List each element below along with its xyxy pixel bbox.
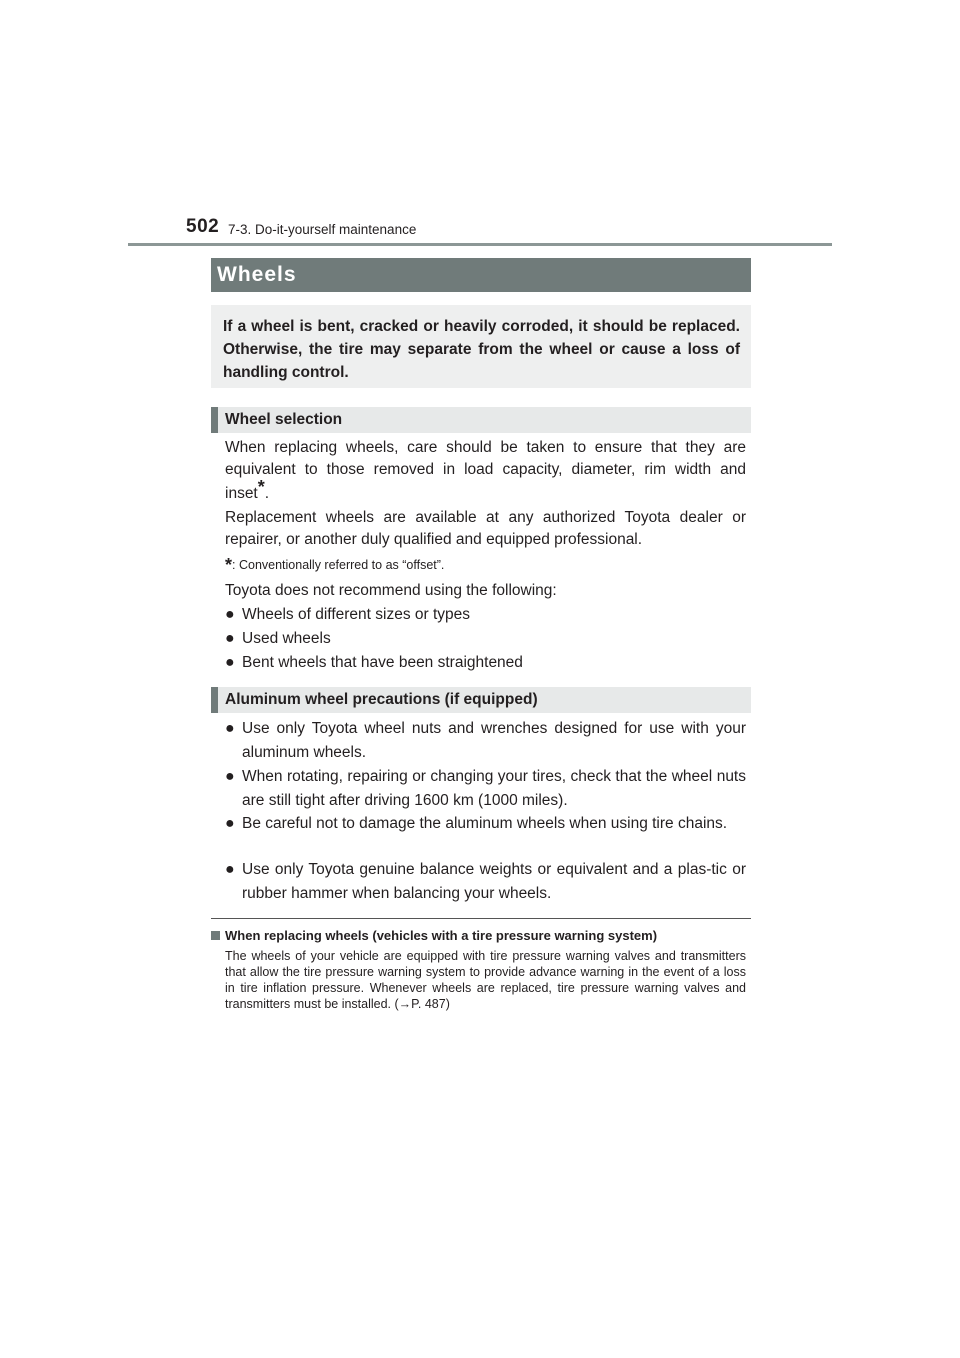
- bullet-icon: ●: [225, 654, 235, 671]
- bullet-icon: ●: [225, 630, 235, 647]
- header-rule: [128, 243, 832, 246]
- running-header: 7-3. Do-it-yourself maintenance: [228, 222, 417, 237]
- list-item: [225, 765, 746, 812]
- square-bullet-icon: [211, 931, 220, 940]
- list-item: [225, 603, 746, 627]
- paragraph-text: When replacing wheels, care should be taken to ensure that they are equivalent to those removed in load capacity, diameter, rim width and inset: [225, 439, 746, 502]
- section-heading-label: Aluminum wheel precautions (if equipped): [225, 691, 538, 708]
- list-item-text: Be careful not to damage the aluminum wheels when using tire chains.: [242, 815, 728, 832]
- list-item-text: Use only Toyota genuine balance weights or equivalent and a plas-tic or rubber hammer when balancing your wheels.: [242, 861, 746, 902]
- asterisk: *: [257, 477, 265, 497]
- list-item: [225, 812, 746, 836]
- list-item-text: Use only Toyota wheel nuts and wrenches designed for use with your aluminum wheels.: [242, 720, 746, 761]
- list-item-text: When rotating, repairing or changing your tires, check that the wheel nuts are still tight after driving 1600 km (1000 miles).: [242, 768, 746, 809]
- note-heading: [211, 928, 657, 943]
- note-rule: [211, 918, 751, 919]
- wheel-selection-body: [225, 437, 746, 551]
- paragraph: [225, 437, 746, 505]
- page-number: 502: [186, 216, 220, 237]
- paragraph-text: Replacement wheels are available at any authorized Toyota dealer or repairer, or another duly qualified and equipped professional.: [225, 509, 746, 548]
- note-body: The wheels of your vehicle are equipped with tire pressure warning valves and transmitters that allow the tire pressure warning system to provide advance warning in the event of a loss in tire inflation pressure. Whenever wheels are replaced, tire pressure warning valves and transmitters must be installed. (→P. 487): [225, 949, 746, 1011]
- list-item-text: Bent wheels that have been straightened: [242, 654, 523, 671]
- bullet-icon: ●: [225, 606, 235, 623]
- bullet-icon: ●: [225, 768, 235, 785]
- section-heading-aluminum-wheel: [211, 687, 751, 713]
- list-item-text: Used wheels: [242, 630, 331, 647]
- bullet-icon: ●: [225, 720, 235, 737]
- footnote-text: : Conventionally referred to as “offset”.: [232, 558, 445, 572]
- footnote: [225, 553, 444, 574]
- bullet-icon: ●: [225, 861, 235, 878]
- page-title: Wheels: [211, 258, 751, 292]
- intro-box: [211, 305, 751, 388]
- list-intro-text: Toyota does not recommend using the following:: [225, 582, 557, 599]
- list-intro: [225, 580, 746, 602]
- list-item: [225, 627, 746, 651]
- bullet-icon: ●: [225, 815, 235, 832]
- list-item: [225, 651, 746, 675]
- list-item: [225, 717, 746, 764]
- paragraph-text: .: [264, 485, 270, 502]
- list-item-text: Wheels of different sizes or types: [242, 606, 471, 623]
- note-heading-text: When replacing wheels (vehicles with a tire pressure warning system): [225, 928, 658, 943]
- list-item: [225, 858, 746, 905]
- paragraph: [225, 507, 746, 551]
- section-heading-wheel-selection: [211, 407, 751, 433]
- footnote-asterisk: *: [225, 555, 233, 575]
- section-heading-label: Wheel selection: [225, 411, 343, 428]
- intro-text: If a wheel is bent, cracked or heavily corroded, it should be replaced. Otherwise, the tire may separate from the wheel or cause a loss of handling control.: [223, 318, 740, 381]
